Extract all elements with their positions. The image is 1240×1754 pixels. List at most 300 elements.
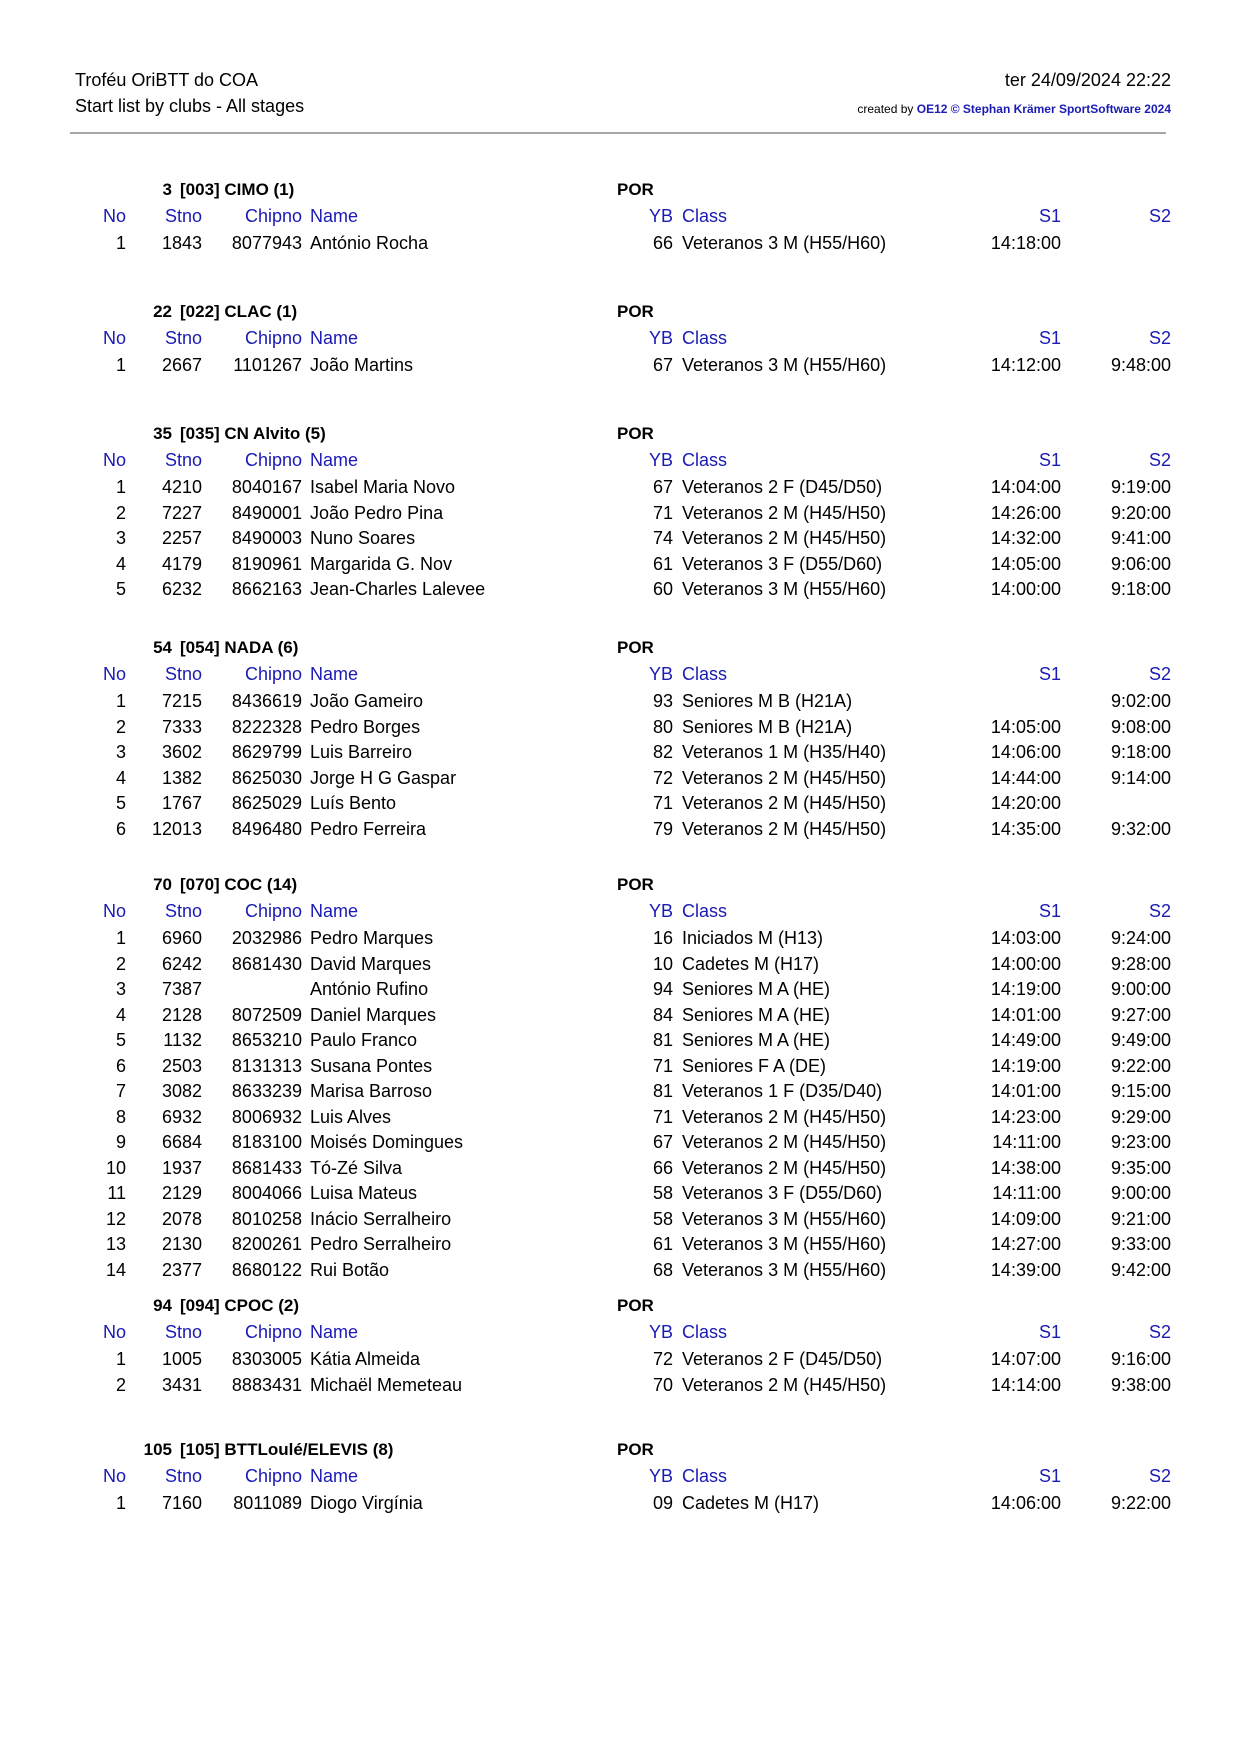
col-header-no: No [102, 1466, 126, 1486]
col-header-name: Name [310, 1322, 359, 1342]
cell-yb: 68 [652, 1259, 673, 1280]
cell-no: 1 [115, 1349, 126, 1369]
cell-s2: 9:00:00 [1110, 1183, 1171, 1203]
col-header-class: Class [682, 206, 728, 226]
table-row [0, 1005, 1240, 1031]
col-header-stno: Stno [164, 450, 202, 470]
cell-chipno: 8222328 [231, 716, 302, 737]
cell-chipno: 8006932 [231, 1106, 302, 1127]
col-header-stno: Stno [164, 1322, 202, 1342]
club-name: [094] CPOC (2) [180, 1296, 300, 1315]
cell-s2: 9:29:00 [1110, 1106, 1171, 1127]
table-row [0, 1209, 1240, 1235]
cell-yb: 67 [652, 1132, 673, 1152]
cell-s1: 14:44:00 [990, 767, 1061, 788]
cell-yb: 79 [652, 818, 673, 839]
column-headers [0, 901, 1240, 928]
col-header-name: Name [310, 206, 359, 226]
table-row [0, 554, 1240, 580]
cell-yb: 71 [652, 1106, 673, 1127]
cell-yb: 67 [652, 477, 673, 497]
cell-class: Veteranos 1 F (D35/D40) [682, 1081, 883, 1101]
cell-class: Veteranos 2 F (D45/D50) [682, 477, 883, 497]
col-header-chipno: Chipno [244, 1466, 302, 1486]
cell-s2: 9:35:00 [1110, 1157, 1171, 1178]
cell-stno: 1132 [163, 1030, 202, 1050]
cell-class: Veteranos 2 M (H45/H50) [682, 767, 887, 788]
cell-s1: 14:09:00 [990, 1208, 1061, 1229]
cell-class: Veteranos 3 M (H55/H60) [682, 1208, 887, 1229]
cell-class: Veteranos 2 M (H45/H50) [682, 1157, 887, 1178]
cell-no: 4 [115, 767, 126, 788]
header-divider [70, 132, 1166, 134]
cell-stno: 4179 [161, 553, 202, 574]
cell-s1: 14:35:00 [990, 818, 1061, 839]
cell-s1: 14:11:00 [992, 1132, 1061, 1152]
cell-s1: 14:00:00 [990, 953, 1061, 974]
cell-chipno: 8011089 [233, 1493, 302, 1513]
col-header-yb: YB [648, 328, 673, 348]
report-title: Troféu OriBTT do COA [75, 70, 259, 90]
cell-s1: 14:32:00 [990, 528, 1061, 548]
cell-s1: 14:12:00 [990, 355, 1061, 375]
cell-name: Diogo Virgínia [310, 1493, 423, 1513]
cell-chipno: 8183100 [231, 1132, 302, 1152]
col-header-no: No [102, 901, 126, 921]
cell-no: 1 [115, 233, 126, 253]
credit-prefix: created by [857, 102, 917, 116]
club-nation: POR [617, 180, 654, 199]
table-row [0, 579, 1240, 605]
cell-stno: 7227 [161, 502, 202, 523]
cell-s1: 14:26:00 [990, 502, 1061, 523]
cell-yb: 74 [652, 528, 673, 548]
cell-name: Luis Barreiro [310, 742, 413, 762]
cell-stno: 3431 [161, 1374, 202, 1395]
col-header-name: Name [310, 450, 359, 470]
cell-s2: 9:22:00 [1110, 1493, 1171, 1513]
col-header-chipno: Chipno [244, 206, 302, 226]
cell-name: Jean-Charles Lalevee [310, 579, 486, 599]
col-header-no: No [102, 328, 126, 348]
cell-no: 4 [115, 1004, 126, 1025]
cell-class: Veteranos 2 M (H45/H50) [682, 502, 887, 523]
cell-chipno: 8303005 [231, 1349, 302, 1369]
cell-chipno: 8190961 [231, 553, 302, 574]
cell-yb: 58 [652, 1183, 673, 1203]
cell-no: 2 [115, 953, 126, 974]
cell-chipno: 8010258 [231, 1208, 302, 1229]
cell-name: Michaël Memeteau [310, 1374, 463, 1395]
col-header-chipno: Chipno [244, 664, 302, 684]
club-number: 22 [153, 302, 172, 321]
club-number: 105 [143, 1440, 172, 1459]
table-row [0, 1349, 1240, 1375]
table-row [0, 717, 1240, 743]
cell-class: Seniores M A (HE) [682, 1030, 831, 1050]
club-nation: POR [617, 875, 654, 894]
report-subtitle: Start list by clubs - All stages [75, 96, 305, 116]
table-row [0, 1056, 1240, 1082]
col-header-s2: S2 [1148, 901, 1171, 921]
cell-chipno: 8883431 [231, 1374, 302, 1395]
cell-stno: 2667 [161, 355, 202, 375]
cell-class: Veteranos 2 F (D45/D50) [682, 1349, 883, 1369]
club-heading [0, 1296, 1240, 1322]
cell-name: David Marques [310, 953, 432, 974]
col-header-stno: Stno [164, 1466, 202, 1486]
col-header-s2: S2 [1148, 206, 1171, 226]
cell-name: Luís Bento [310, 793, 397, 813]
col-header-name: Name [310, 1466, 359, 1486]
cell-s1: 14:06:00 [990, 742, 1061, 762]
cell-s2: 9:00:00 [1110, 979, 1171, 999]
cell-name: Pedro Serralheiro [310, 1234, 452, 1254]
cell-stno: 2377 [161, 1259, 202, 1280]
cell-chipno: 8131313 [231, 1055, 302, 1076]
col-header-s1: S1 [1038, 1466, 1061, 1486]
cell-class: Veteranos 2 M (H45/H50) [682, 1132, 887, 1152]
col-header-stno: Stno [164, 664, 202, 684]
col-header-s1: S1 [1038, 328, 1061, 348]
cell-chipno: 8004066 [231, 1183, 302, 1203]
col-header-s2: S2 [1148, 1466, 1171, 1486]
club-name: [022] CLAC (1) [180, 302, 298, 321]
cell-no: 2 [115, 502, 126, 523]
table-row [0, 1030, 1240, 1056]
club-name: [070] COC (14) [180, 875, 298, 894]
cell-chipno: 1101267 [233, 355, 302, 375]
cell-class: Veteranos 3 M (H55/H60) [682, 579, 887, 599]
cell-name: Luisa Mateus [310, 1183, 418, 1203]
cell-class: Veteranos 3 M (H55/H60) [682, 233, 887, 253]
cell-name: Margarida G. Nov [310, 553, 453, 574]
col-header-s2: S2 [1148, 1322, 1171, 1342]
cell-no: 6 [115, 818, 126, 839]
cell-stno: 3082 [161, 1081, 202, 1101]
table-row [0, 503, 1240, 529]
cell-yb: 61 [652, 1234, 673, 1254]
cell-class: Seniores F A (DE) [682, 1055, 827, 1076]
cell-name: João Martins [310, 355, 414, 375]
cell-chipno: 8633239 [231, 1081, 302, 1101]
cell-stno: 1937 [161, 1157, 202, 1178]
club-nation: POR [617, 424, 654, 443]
cell-name: João Gameiro [310, 691, 424, 711]
cell-yb: 84 [652, 1004, 673, 1025]
table-row [0, 355, 1240, 381]
cell-s1: 14:01:00 [990, 1004, 1061, 1025]
cell-s1: 14:39:00 [990, 1259, 1061, 1280]
cell-no: 2 [115, 1374, 126, 1395]
cell-name: Isabel Maria Novo [310, 477, 456, 497]
col-header-yb: YB [648, 664, 673, 684]
cell-s1: 14:11:00 [992, 1183, 1061, 1203]
club-section [0, 1296, 1240, 1400]
cell-s1: 14:19:00 [990, 1055, 1061, 1076]
cell-yb: 61 [652, 553, 673, 574]
cell-s2: 9:41:00 [1110, 528, 1171, 548]
cell-class: Veteranos 3 F (D55/D60) [682, 553, 883, 574]
club-heading [0, 1440, 1240, 1466]
col-header-no: No [102, 450, 126, 470]
col-header-s2: S2 [1148, 450, 1171, 470]
col-header-s1: S1 [1038, 450, 1061, 470]
cell-yb: 82 [652, 742, 673, 762]
cell-no: 13 [105, 1234, 126, 1254]
cell-chipno: 8490001 [231, 502, 302, 523]
cell-s2: 9:22:00 [1110, 1055, 1171, 1076]
cell-s2: 9:27:00 [1110, 1004, 1171, 1025]
cell-chipno: 8680122 [231, 1259, 302, 1280]
cell-s2: 9:24:00 [1110, 928, 1171, 948]
cell-yb: 94 [652, 979, 673, 999]
cell-stno: 2257 [161, 528, 202, 548]
cell-name: Luis Alves [310, 1106, 392, 1127]
cell-yb: 72 [652, 1349, 673, 1369]
cell-no: 4 [115, 553, 126, 574]
cell-chipno: 8662163 [231, 579, 302, 599]
cell-chipno: 8653210 [231, 1030, 302, 1050]
cell-s2: 9:16:00 [1110, 1349, 1171, 1369]
cell-stno: 3602 [161, 742, 202, 762]
cell-no: 1 [115, 928, 126, 948]
col-header-s1: S1 [1038, 206, 1061, 226]
cell-chipno: 2032986 [231, 928, 302, 948]
col-header-chipno: Chipno [244, 328, 302, 348]
col-header-class: Class [682, 664, 728, 684]
club-number: 35 [153, 424, 172, 443]
cell-yb: 66 [652, 233, 673, 253]
software-credit [857, 102, 1171, 116]
cell-s1: 14:27:00 [990, 1234, 1061, 1254]
cell-name: Rui Botão [310, 1259, 390, 1280]
column-headers [0, 1322, 1240, 1349]
cell-yb: 67 [652, 355, 673, 375]
cell-yb: 58 [652, 1208, 673, 1229]
cell-s1: 14:14:00 [990, 1374, 1061, 1395]
cell-stno: 6960 [161, 928, 202, 948]
table-row [0, 1107, 1240, 1133]
cell-name: Marisa Barroso [310, 1081, 433, 1101]
cell-no: 3 [115, 742, 126, 762]
cell-class: Seniores M A (HE) [682, 1004, 831, 1025]
column-headers [0, 328, 1240, 355]
cell-chipno: 8436619 [231, 691, 302, 711]
table-row [0, 768, 1240, 794]
cell-yb: 10 [652, 953, 673, 974]
col-header-s2: S2 [1148, 328, 1171, 348]
club-nation: POR [617, 638, 654, 657]
cell-no: 1 [115, 1493, 126, 1513]
cell-class: Veteranos 3 M (H55/H60) [682, 1234, 887, 1254]
table-row [0, 954, 1240, 980]
cell-stno: 6684 [161, 1132, 202, 1152]
col-header-class: Class [682, 450, 728, 470]
col-header-stno: Stno [164, 901, 202, 921]
cell-no: 14 [105, 1259, 126, 1280]
cell-class: Veteranos 3 M (H55/H60) [682, 355, 887, 375]
cell-stno: 2078 [161, 1208, 202, 1229]
cell-stno: 7215 [161, 691, 202, 711]
cell-s1: 14:00:00 [990, 579, 1061, 599]
cell-chipno: 8629799 [231, 742, 302, 762]
cell-stno: 4210 [161, 477, 202, 497]
cell-class: Veteranos 1 M (H35/H40) [682, 742, 887, 762]
cell-yb: 72 [652, 767, 673, 788]
col-header-yb: YB [648, 1466, 673, 1486]
cell-stno: 6232 [161, 579, 202, 599]
cell-name: Pedro Ferreira [310, 818, 427, 839]
cell-yb: 71 [652, 502, 673, 523]
cell-s2: 9:20:00 [1110, 502, 1171, 523]
col-header-class: Class [682, 1466, 728, 1486]
cell-class: Veteranos 2 M (H45/H50) [682, 1374, 887, 1395]
cell-s1: 14:49:00 [990, 1030, 1061, 1050]
col-header-stno: Stno [164, 206, 202, 226]
cell-class: Seniores M B (H21A) [682, 691, 853, 711]
cell-name: Pedro Marques [310, 928, 434, 948]
club-number: 54 [153, 638, 172, 657]
cell-name: Pedro Borges [310, 716, 421, 737]
cell-s2: 9:21:00 [1110, 1208, 1171, 1229]
table-row [0, 979, 1240, 1005]
col-header-chipno: Chipno [244, 450, 302, 470]
cell-yb: 71 [652, 1055, 673, 1076]
col-header-yb: YB [648, 450, 673, 470]
club-nation: POR [617, 1440, 654, 1459]
cell-class: Cadetes M (H17) [682, 953, 820, 974]
club-nation: POR [617, 302, 654, 321]
cell-name: Moisés Domingues [310, 1132, 464, 1152]
cell-class: Veteranos 3 M (H55/H60) [682, 1259, 887, 1280]
cell-class: Seniores M A (HE) [682, 979, 831, 999]
cell-s1: 14:04:00 [990, 477, 1061, 497]
col-header-chipno: Chipno [244, 901, 302, 921]
club-name: [003] CIMO (1) [180, 180, 295, 199]
cell-stno: 1843 [161, 233, 202, 253]
cell-stno: 7160 [161, 1493, 202, 1513]
club-section [0, 424, 1240, 605]
cell-stno: 1382 [161, 767, 202, 788]
cell-chipno: 8040167 [231, 477, 302, 497]
cell-s2: 9:38:00 [1110, 1374, 1171, 1395]
col-header-chipno: Chipno [244, 1322, 302, 1342]
club-section [0, 302, 1240, 381]
cell-s2: 9:15:00 [1110, 1081, 1171, 1101]
cell-yb: 80 [652, 716, 673, 737]
cell-name: Paulo Franco [310, 1030, 418, 1050]
cell-yb: 60 [652, 579, 673, 599]
cell-chipno: 8077943 [231, 233, 302, 253]
cell-no: 6 [115, 1055, 126, 1076]
cell-name: Nuno Soares [310, 528, 416, 548]
cell-chipno: 8681433 [231, 1157, 302, 1178]
table-row [0, 1158, 1240, 1184]
cell-no: 10 [105, 1157, 126, 1178]
table-row [0, 928, 1240, 954]
cell-s2: 9:42:00 [1110, 1259, 1171, 1280]
cell-s2: 9:18:00 [1110, 742, 1171, 762]
column-headers [0, 450, 1240, 477]
cell-stno: 2130 [161, 1234, 202, 1254]
col-header-s1: S1 [1038, 664, 1061, 684]
club-number: 3 [162, 180, 172, 199]
col-header-yb: YB [648, 1322, 673, 1342]
cell-s1: 14:18:00 [990, 233, 1061, 253]
cell-s1: 14:20:00 [990, 793, 1061, 813]
cell-stno: 7333 [161, 716, 202, 737]
col-header-s1: S1 [1038, 1322, 1061, 1342]
cell-s1: 14:03:00 [990, 928, 1061, 948]
cell-stno: 6932 [161, 1106, 202, 1127]
cell-name: António Rufino [310, 979, 429, 999]
cell-s1: 14:19:00 [990, 979, 1061, 999]
cell-class: Cadetes M (H17) [682, 1493, 820, 1513]
cell-s2: 9:28:00 [1110, 953, 1171, 974]
cell-s2: 9:06:00 [1110, 553, 1171, 574]
table-row [0, 1081, 1240, 1107]
cell-stno: 7387 [161, 979, 202, 999]
club-name: [105] BTTLoulé/ELEVIS (8) [180, 1440, 394, 1459]
col-header-no: No [102, 664, 126, 684]
cell-stno: 2503 [161, 1055, 202, 1076]
report-datetime: ter 24/09/2024 22:22 [1004, 70, 1171, 90]
cell-no: 5 [115, 793, 126, 813]
cell-s2: 9:18:00 [1110, 579, 1171, 599]
cell-no: 2 [115, 716, 126, 737]
cell-chipno: 8681430 [231, 953, 302, 974]
cell-stno: 1005 [161, 1349, 202, 1369]
table-row [0, 1132, 1240, 1158]
club-heading [0, 424, 1240, 450]
cell-name: Inácio Serralheiro [310, 1208, 452, 1229]
club-heading [0, 875, 1240, 901]
cell-yb: 70 [652, 1374, 673, 1395]
cell-name: Tó-Zé Silva [310, 1157, 403, 1178]
cell-no: 8 [115, 1106, 126, 1127]
cell-yb: 66 [652, 1157, 673, 1178]
cell-yb: 81 [652, 1030, 673, 1050]
cell-s2: 9:19:00 [1110, 477, 1171, 497]
table-row [0, 233, 1240, 259]
cell-no: 9 [115, 1132, 126, 1152]
table-row [0, 1260, 1240, 1286]
cell-chipno: 8625030 [231, 767, 302, 788]
cell-s2: 9:02:00 [1110, 691, 1171, 711]
cell-no: 11 [107, 1183, 126, 1203]
col-header-no: No [102, 1322, 126, 1342]
col-header-no: No [102, 206, 126, 226]
column-headers [0, 664, 1240, 691]
table-row [0, 1183, 1240, 1209]
table-row [0, 742, 1240, 768]
cell-class: Veteranos 2 M (H45/H50) [682, 793, 887, 813]
col-header-stno: Stno [164, 328, 202, 348]
cell-class: Veteranos 3 F (D55/D60) [682, 1183, 883, 1203]
cell-no: 3 [115, 528, 126, 548]
cell-chipno: 8490003 [231, 528, 302, 548]
club-number: 70 [153, 875, 172, 894]
cell-s1: 14:38:00 [990, 1157, 1061, 1178]
cell-name: Susana Pontes [310, 1055, 433, 1076]
col-header-class: Class [682, 901, 728, 921]
cell-stno: 2129 [161, 1183, 202, 1203]
cell-name: Jorge H G Gaspar [310, 767, 457, 788]
col-header-yb: YB [648, 901, 673, 921]
cell-class: Seniores M B (H21A) [682, 716, 853, 737]
club-name: [035] CN Alvito (5) [180, 424, 326, 443]
